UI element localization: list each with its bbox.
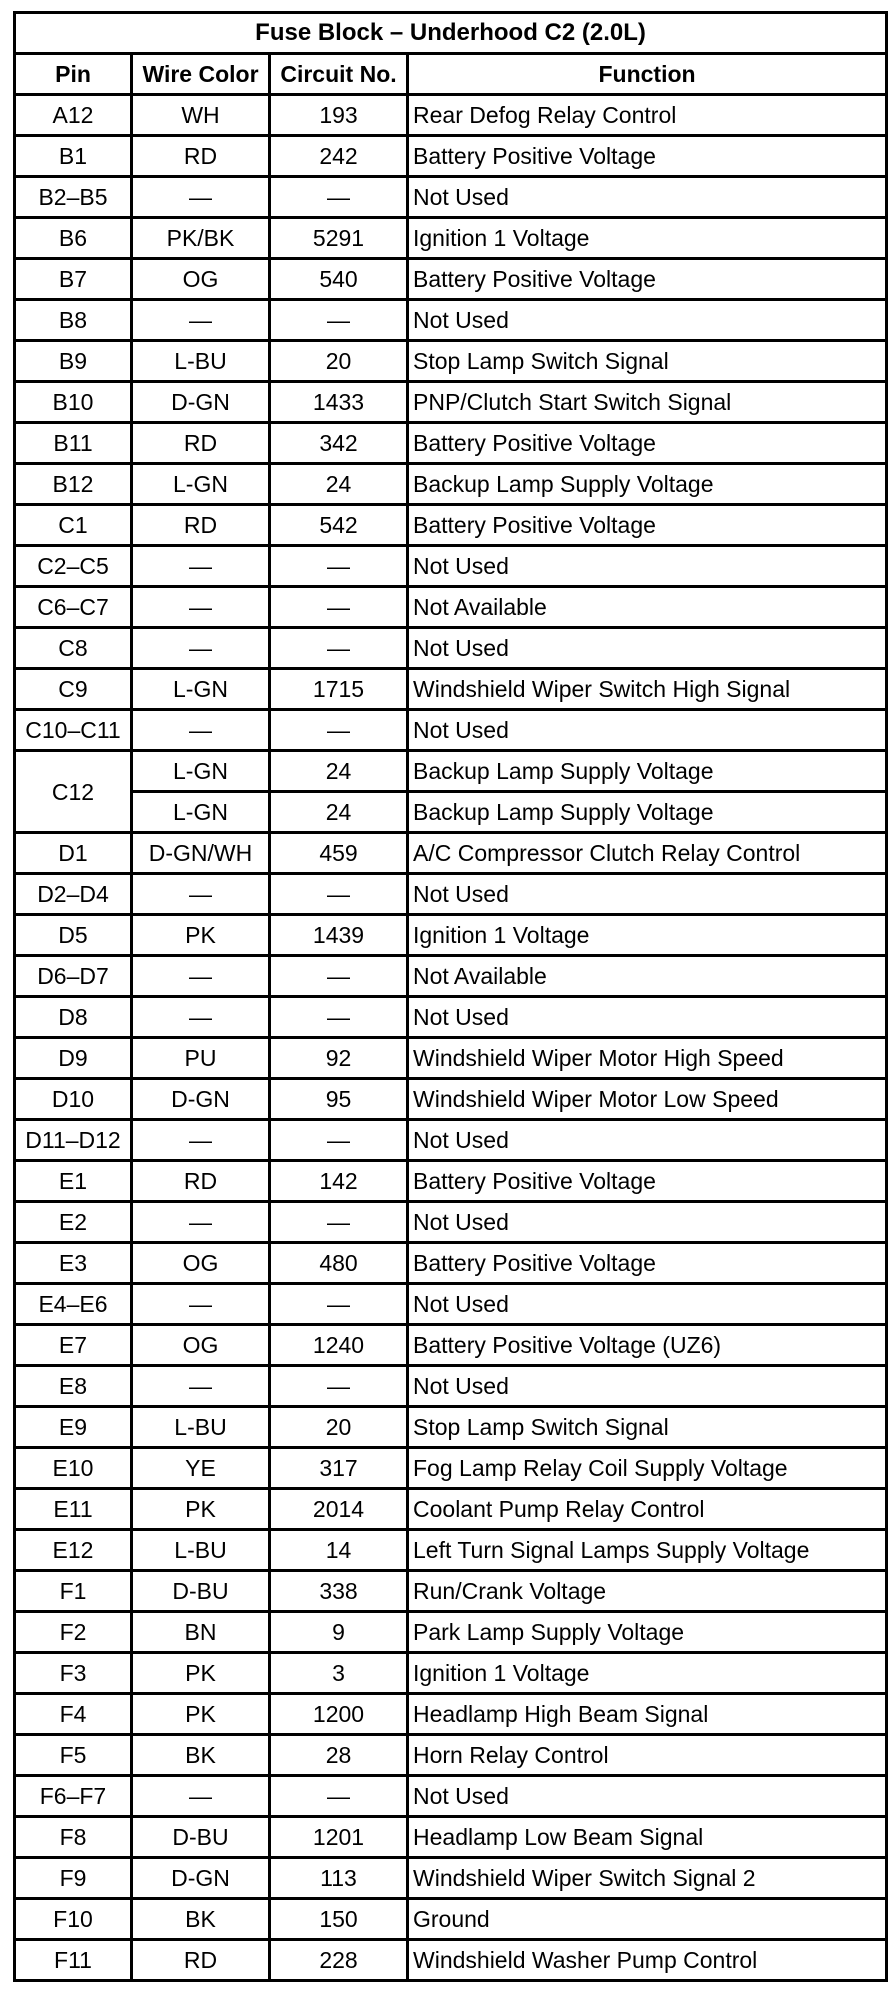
wire-color-cell: —: [132, 1120, 270, 1161]
circuit-no-cell: 20: [270, 341, 408, 382]
wire-color-cell: PK: [132, 1694, 270, 1735]
wire-color-cell: WH: [132, 95, 270, 136]
pin-cell: E10: [15, 1448, 132, 1489]
table-row: [15, 874, 887, 915]
wire-color-cell: —: [132, 874, 270, 915]
function-cell: Left Turn Signal Lamps Supply Voltage: [408, 1530, 887, 1571]
wire-color-cell: OG: [132, 259, 270, 300]
table-row: [15, 1530, 887, 1571]
circuit-no-cell: —: [270, 1120, 408, 1161]
function-cell: Windshield Washer Pump Control: [408, 1940, 887, 1981]
circuit-no-cell: —: [270, 546, 408, 587]
wire-color-cell: L-BU: [132, 1407, 270, 1448]
wire-color-cell: RD: [132, 1161, 270, 1202]
pin-cell: F3: [15, 1653, 132, 1694]
table-row: [15, 423, 887, 464]
fuse-block-table: [13, 11, 888, 1982]
circuit-no-cell: 338: [270, 1571, 408, 1612]
wire-color-cell: BK: [132, 1899, 270, 1940]
table-row: [15, 956, 887, 997]
wire-color-cell: D-BU: [132, 1571, 270, 1612]
function-cell: Not Used: [408, 1366, 887, 1407]
pin-cell: E3: [15, 1243, 132, 1284]
circuit-no-cell: 242: [270, 136, 408, 177]
table-row: [15, 1858, 887, 1899]
circuit-no-cell: 24: [270, 792, 408, 833]
pin-cell: B2–B5: [15, 177, 132, 218]
wire-color-cell: L-BU: [132, 341, 270, 382]
pin-cell: F11: [15, 1940, 132, 1981]
wire-color-cell: —: [132, 956, 270, 997]
pin-cell: F2: [15, 1612, 132, 1653]
pin-cell: F8: [15, 1817, 132, 1858]
table-row: [15, 300, 887, 341]
circuit-no-cell: 342: [270, 423, 408, 464]
wire-color-cell: PK: [132, 915, 270, 956]
wire-color-cell: PK/BK: [132, 218, 270, 259]
pin-cell: C12: [15, 751, 132, 833]
wire-color-cell: —: [132, 997, 270, 1038]
function-cell: Not Used: [408, 1202, 887, 1243]
function-cell: Ignition 1 Voltage: [408, 218, 887, 259]
pin-cell: F1: [15, 1571, 132, 1612]
table-row: [15, 915, 887, 956]
pin-cell: F9: [15, 1858, 132, 1899]
circuit-no-cell: 20: [270, 1407, 408, 1448]
wire-color-cell: L-GN: [132, 751, 270, 792]
wire-color-cell: BN: [132, 1612, 270, 1653]
pin-cell: F5: [15, 1735, 132, 1776]
circuit-no-cell: 228: [270, 1940, 408, 1981]
wire-color-cell: RD: [132, 423, 270, 464]
table-row: [15, 1571, 887, 1612]
function-cell: Battery Positive Voltage: [408, 1243, 887, 1284]
pin-cell: E1: [15, 1161, 132, 1202]
header-row: [15, 54, 887, 95]
function-cell: Battery Positive Voltage: [408, 259, 887, 300]
table-row: [15, 1448, 887, 1489]
function-cell: A/C Compressor Clutch Relay Control: [408, 833, 887, 874]
wire-color-cell: PK: [132, 1653, 270, 1694]
function-cell: Not Used: [408, 628, 887, 669]
function-cell: Not Used: [408, 1776, 887, 1817]
wire-color-cell: D-GN/WH: [132, 833, 270, 874]
pin-cell: B10: [15, 382, 132, 423]
function-cell: Not Used: [408, 997, 887, 1038]
wire-color-cell: RD: [132, 1940, 270, 1981]
table-row: [15, 1366, 887, 1407]
pin-cell: B12: [15, 464, 132, 505]
table-row: [15, 1161, 887, 1202]
circuit-no-cell: —: [270, 587, 408, 628]
header-wire-color: Wire Color: [132, 54, 270, 95]
pin-cell: D1: [15, 833, 132, 874]
pin-cell: B6: [15, 218, 132, 259]
wire-color-cell: —: [132, 177, 270, 218]
table-row: [15, 997, 887, 1038]
circuit-no-cell: —: [270, 628, 408, 669]
circuit-no-cell: 1439: [270, 915, 408, 956]
circuit-no-cell: 317: [270, 1448, 408, 1489]
circuit-no-cell: 1240: [270, 1325, 408, 1366]
function-cell: Windshield Wiper Switch Signal 2: [408, 1858, 887, 1899]
wire-color-cell: —: [132, 1366, 270, 1407]
table-row: [15, 792, 887, 833]
table-row: [15, 1735, 887, 1776]
function-cell: Battery Positive Voltage: [408, 1161, 887, 1202]
function-cell: Horn Relay Control: [408, 1735, 887, 1776]
pin-cell: A12: [15, 95, 132, 136]
function-cell: Headlamp Low Beam Signal: [408, 1817, 887, 1858]
wire-color-cell: L-BU: [132, 1530, 270, 1571]
pin-cell: E11: [15, 1489, 132, 1530]
function-cell: Not Used: [408, 177, 887, 218]
pin-cell: C10–C11: [15, 710, 132, 751]
wire-color-cell: D-GN: [132, 1079, 270, 1120]
wire-color-cell: OG: [132, 1243, 270, 1284]
table-row: [15, 1325, 887, 1366]
wire-color-cell: —: [132, 710, 270, 751]
pin-cell: C1: [15, 505, 132, 546]
table-row: [15, 1243, 887, 1284]
wire-color-cell: L-GN: [132, 464, 270, 505]
function-cell: Not Available: [408, 956, 887, 997]
table-row: [15, 259, 887, 300]
table-row: [15, 669, 887, 710]
circuit-no-cell: 1433: [270, 382, 408, 423]
pin-cell: E9: [15, 1407, 132, 1448]
circuit-no-cell: 24: [270, 751, 408, 792]
function-cell: Backup Lamp Supply Voltage: [408, 751, 887, 792]
wire-color-cell: PU: [132, 1038, 270, 1079]
function-cell: Windshield Wiper Motor High Speed: [408, 1038, 887, 1079]
header-pin: Pin: [15, 54, 132, 95]
table-row: [15, 1038, 887, 1079]
pin-cell: F10: [15, 1899, 132, 1940]
pin-cell: D11–D12: [15, 1120, 132, 1161]
function-cell: Fog Lamp Relay Coil Supply Voltage: [408, 1448, 887, 1489]
circuit-no-cell: 1200: [270, 1694, 408, 1735]
wire-color-cell: —: [132, 1776, 270, 1817]
table-row: [15, 1079, 887, 1120]
table-row: [15, 587, 887, 628]
circuit-no-cell: —: [270, 1284, 408, 1325]
table-row: [15, 1899, 887, 1940]
circuit-no-cell: —: [270, 1776, 408, 1817]
table-row: [15, 1489, 887, 1530]
table-row: [15, 1940, 887, 1981]
pin-cell: B7: [15, 259, 132, 300]
pin-cell: C8: [15, 628, 132, 669]
circuit-no-cell: 92: [270, 1038, 408, 1079]
pin-cell: B1: [15, 136, 132, 177]
function-cell: Ignition 1 Voltage: [408, 1653, 887, 1694]
wire-color-cell: —: [132, 1284, 270, 1325]
wire-color-cell: RD: [132, 136, 270, 177]
circuit-no-cell: —: [270, 300, 408, 341]
table-row: [15, 1202, 887, 1243]
pin-cell: D10: [15, 1079, 132, 1120]
circuit-no-cell: 24: [270, 464, 408, 505]
function-cell: Run/Crank Voltage: [408, 1571, 887, 1612]
wire-color-cell: L-GN: [132, 792, 270, 833]
circuit-no-cell: 150: [270, 1899, 408, 1940]
table-row: [15, 382, 887, 423]
function-cell: Park Lamp Supply Voltage: [408, 1612, 887, 1653]
circuit-no-cell: —: [270, 177, 408, 218]
table-row: [15, 1284, 887, 1325]
pin-cell: E12: [15, 1530, 132, 1571]
circuit-no-cell: 3: [270, 1653, 408, 1694]
function-cell: Windshield Wiper Switch High Signal: [408, 669, 887, 710]
function-cell: Not Used: [408, 1284, 887, 1325]
table-row: [15, 833, 887, 874]
function-cell: Headlamp High Beam Signal: [408, 1694, 887, 1735]
title-row: [15, 13, 887, 54]
pin-cell: E7: [15, 1325, 132, 1366]
pin-cell: C2–C5: [15, 546, 132, 587]
table-row: [15, 464, 887, 505]
circuit-no-cell: 480: [270, 1243, 408, 1284]
wire-color-cell: PK: [132, 1489, 270, 1530]
header-circuit-no: Circuit No.: [270, 54, 408, 95]
function-cell: Backup Lamp Supply Voltage: [408, 792, 887, 833]
pin-cell: E2: [15, 1202, 132, 1243]
pin-cell: D2–D4: [15, 874, 132, 915]
wire-color-cell: —: [132, 546, 270, 587]
circuit-no-cell: 542: [270, 505, 408, 546]
function-cell: Battery Positive Voltage: [408, 136, 887, 177]
pin-cell: C6–C7: [15, 587, 132, 628]
wire-color-cell: D-GN: [132, 1858, 270, 1899]
function-cell: Battery Positive Voltage (UZ6): [408, 1325, 887, 1366]
function-cell: Not Available: [408, 587, 887, 628]
pin-cell: E4–E6: [15, 1284, 132, 1325]
circuit-no-cell: 1715: [270, 669, 408, 710]
wire-color-cell: —: [132, 300, 270, 341]
wire-color-cell: D-GN: [132, 382, 270, 423]
pin-cell: D5: [15, 915, 132, 956]
function-cell: Not Used: [408, 300, 887, 341]
circuit-no-cell: 113: [270, 1858, 408, 1899]
table-row: [15, 505, 887, 546]
table-row: [15, 177, 887, 218]
circuit-no-cell: 28: [270, 1735, 408, 1776]
function-cell: PNP/Clutch Start Switch Signal: [408, 382, 887, 423]
table-row: [15, 341, 887, 382]
function-cell: Not Used: [408, 874, 887, 915]
table-row: [15, 1612, 887, 1653]
function-cell: Ground: [408, 1899, 887, 1940]
wire-color-cell: —: [132, 628, 270, 669]
pin-cell: F6–F7: [15, 1776, 132, 1817]
circuit-no-cell: 540: [270, 259, 408, 300]
circuit-no-cell: 2014: [270, 1489, 408, 1530]
pin-cell: F4: [15, 1694, 132, 1735]
circuit-no-cell: 5291: [270, 218, 408, 259]
wire-color-cell: D-BU: [132, 1817, 270, 1858]
circuit-no-cell: 9: [270, 1612, 408, 1653]
table-title: Fuse Block – Underhood C2 (2.0L): [15, 13, 887, 54]
table-row: [15, 1776, 887, 1817]
table-row: [15, 1653, 887, 1694]
circuit-no-cell: 142: [270, 1161, 408, 1202]
table-row: [15, 1817, 887, 1858]
pin-cell: D8: [15, 997, 132, 1038]
function-cell: Rear Defog Relay Control: [408, 95, 887, 136]
function-cell: Stop Lamp Switch Signal: [408, 1407, 887, 1448]
circuit-no-cell: —: [270, 874, 408, 915]
circuit-no-cell: —: [270, 1366, 408, 1407]
wire-color-cell: —: [132, 1202, 270, 1243]
pin-cell: B11: [15, 423, 132, 464]
function-cell: Coolant Pump Relay Control: [408, 1489, 887, 1530]
wire-color-cell: L-GN: [132, 669, 270, 710]
table-row: [15, 218, 887, 259]
function-cell: Backup Lamp Supply Voltage: [408, 464, 887, 505]
function-cell: Ignition 1 Voltage: [408, 915, 887, 956]
circuit-no-cell: —: [270, 997, 408, 1038]
function-cell: Not Used: [408, 546, 887, 587]
circuit-no-cell: —: [270, 710, 408, 751]
header-function: Function: [408, 54, 887, 95]
circuit-no-cell: —: [270, 956, 408, 997]
function-cell: Not Used: [408, 1120, 887, 1161]
wire-color-cell: OG: [132, 1325, 270, 1366]
table-row: [15, 136, 887, 177]
pin-cell: D6–D7: [15, 956, 132, 997]
circuit-no-cell: 459: [270, 833, 408, 874]
circuit-no-cell: 14: [270, 1530, 408, 1571]
table-row: [15, 628, 887, 669]
table-row: [15, 95, 887, 136]
circuit-no-cell: 1201: [270, 1817, 408, 1858]
function-cell: Not Used: [408, 710, 887, 751]
function-cell: Battery Positive Voltage: [408, 423, 887, 464]
wire-color-cell: YE: [132, 1448, 270, 1489]
table-row: [15, 546, 887, 587]
function-cell: Windshield Wiper Motor Low Speed: [408, 1079, 887, 1120]
pin-cell: B8: [15, 300, 132, 341]
pin-cell: E8: [15, 1366, 132, 1407]
table-row: [15, 751, 887, 792]
table-row: [15, 710, 887, 751]
circuit-no-cell: 193: [270, 95, 408, 136]
pin-cell: D9: [15, 1038, 132, 1079]
table-row: [15, 1407, 887, 1448]
wire-color-cell: RD: [132, 505, 270, 546]
function-cell: Stop Lamp Switch Signal: [408, 341, 887, 382]
function-cell: Battery Positive Voltage: [408, 505, 887, 546]
pin-cell: C9: [15, 669, 132, 710]
circuit-no-cell: —: [270, 1202, 408, 1243]
table-row: [15, 1120, 887, 1161]
table-row: [15, 1694, 887, 1735]
circuit-no-cell: 95: [270, 1079, 408, 1120]
wire-color-cell: BK: [132, 1735, 270, 1776]
pin-cell: B9: [15, 341, 132, 382]
wire-color-cell: —: [132, 587, 270, 628]
